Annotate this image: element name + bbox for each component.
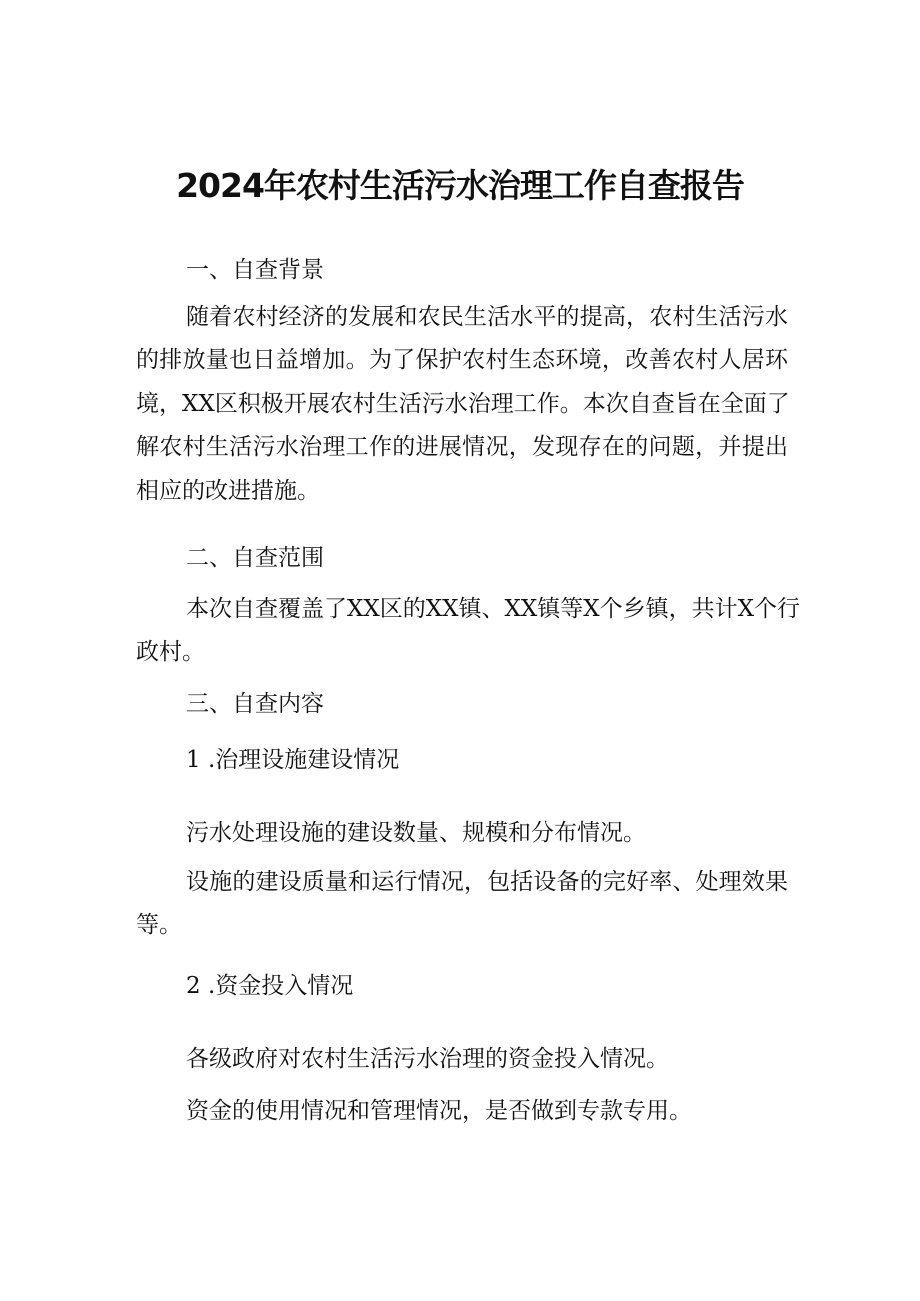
section-paragraph-scope bbox=[136, 588, 800, 675]
paragraph-line: 本次自查覆盖了XX区的XX镇、XX镇等X个乡镇，共计X个行 bbox=[186, 596, 800, 622]
section-paragraph-background bbox=[136, 296, 788, 513]
subsection-heading-funding: 2 .资金投入情况 bbox=[186, 973, 354, 999]
paragraph-line: 设施的建设质量和运行情况，包括设备的完好率、处理效果 bbox=[186, 869, 788, 895]
subsection-heading-facilities: 1 .治理设施建设情况 bbox=[186, 747, 400, 773]
list-item: 各级政府对农村生活污水治理的资金投入情况。 bbox=[186, 1046, 669, 1072]
document-title: 2024年农村生活污水治理工作自查报告 bbox=[176, 166, 744, 205]
paragraph-line: 的排放量也日益增加。为了保护农村生态环境，改善农村人居环 bbox=[136, 347, 788, 374]
section-heading-background: 一、自查背景 bbox=[186, 257, 324, 283]
paragraph-line: 解农村生活污水治理工作的进展情况，发现存在的问题，并提出 bbox=[136, 434, 788, 461]
paragraph-line: 境，XX区积极开展农村生活污水治理工作。本次自查旨在全面了 bbox=[136, 390, 790, 417]
section-heading-scope: 二、自查范围 bbox=[186, 545, 324, 571]
list-item: 污水处理设施的建设数量、规模和分布情况。 bbox=[186, 820, 646, 846]
paragraph-line: 随着农村经济的发展和农民生活水平的提高，农村生活污水 bbox=[186, 304, 788, 330]
paragraph-line: 政村。 bbox=[136, 639, 205, 666]
paragraph-line: 等。 bbox=[136, 912, 182, 939]
list-item: 资金的使用情况和管理情况，是否做到专款专用。 bbox=[186, 1098, 692, 1124]
paragraph-line: 相应的改进措施。 bbox=[136, 477, 320, 504]
list-item bbox=[136, 861, 788, 948]
section-heading-content: 三、自查内容 bbox=[186, 691, 324, 717]
